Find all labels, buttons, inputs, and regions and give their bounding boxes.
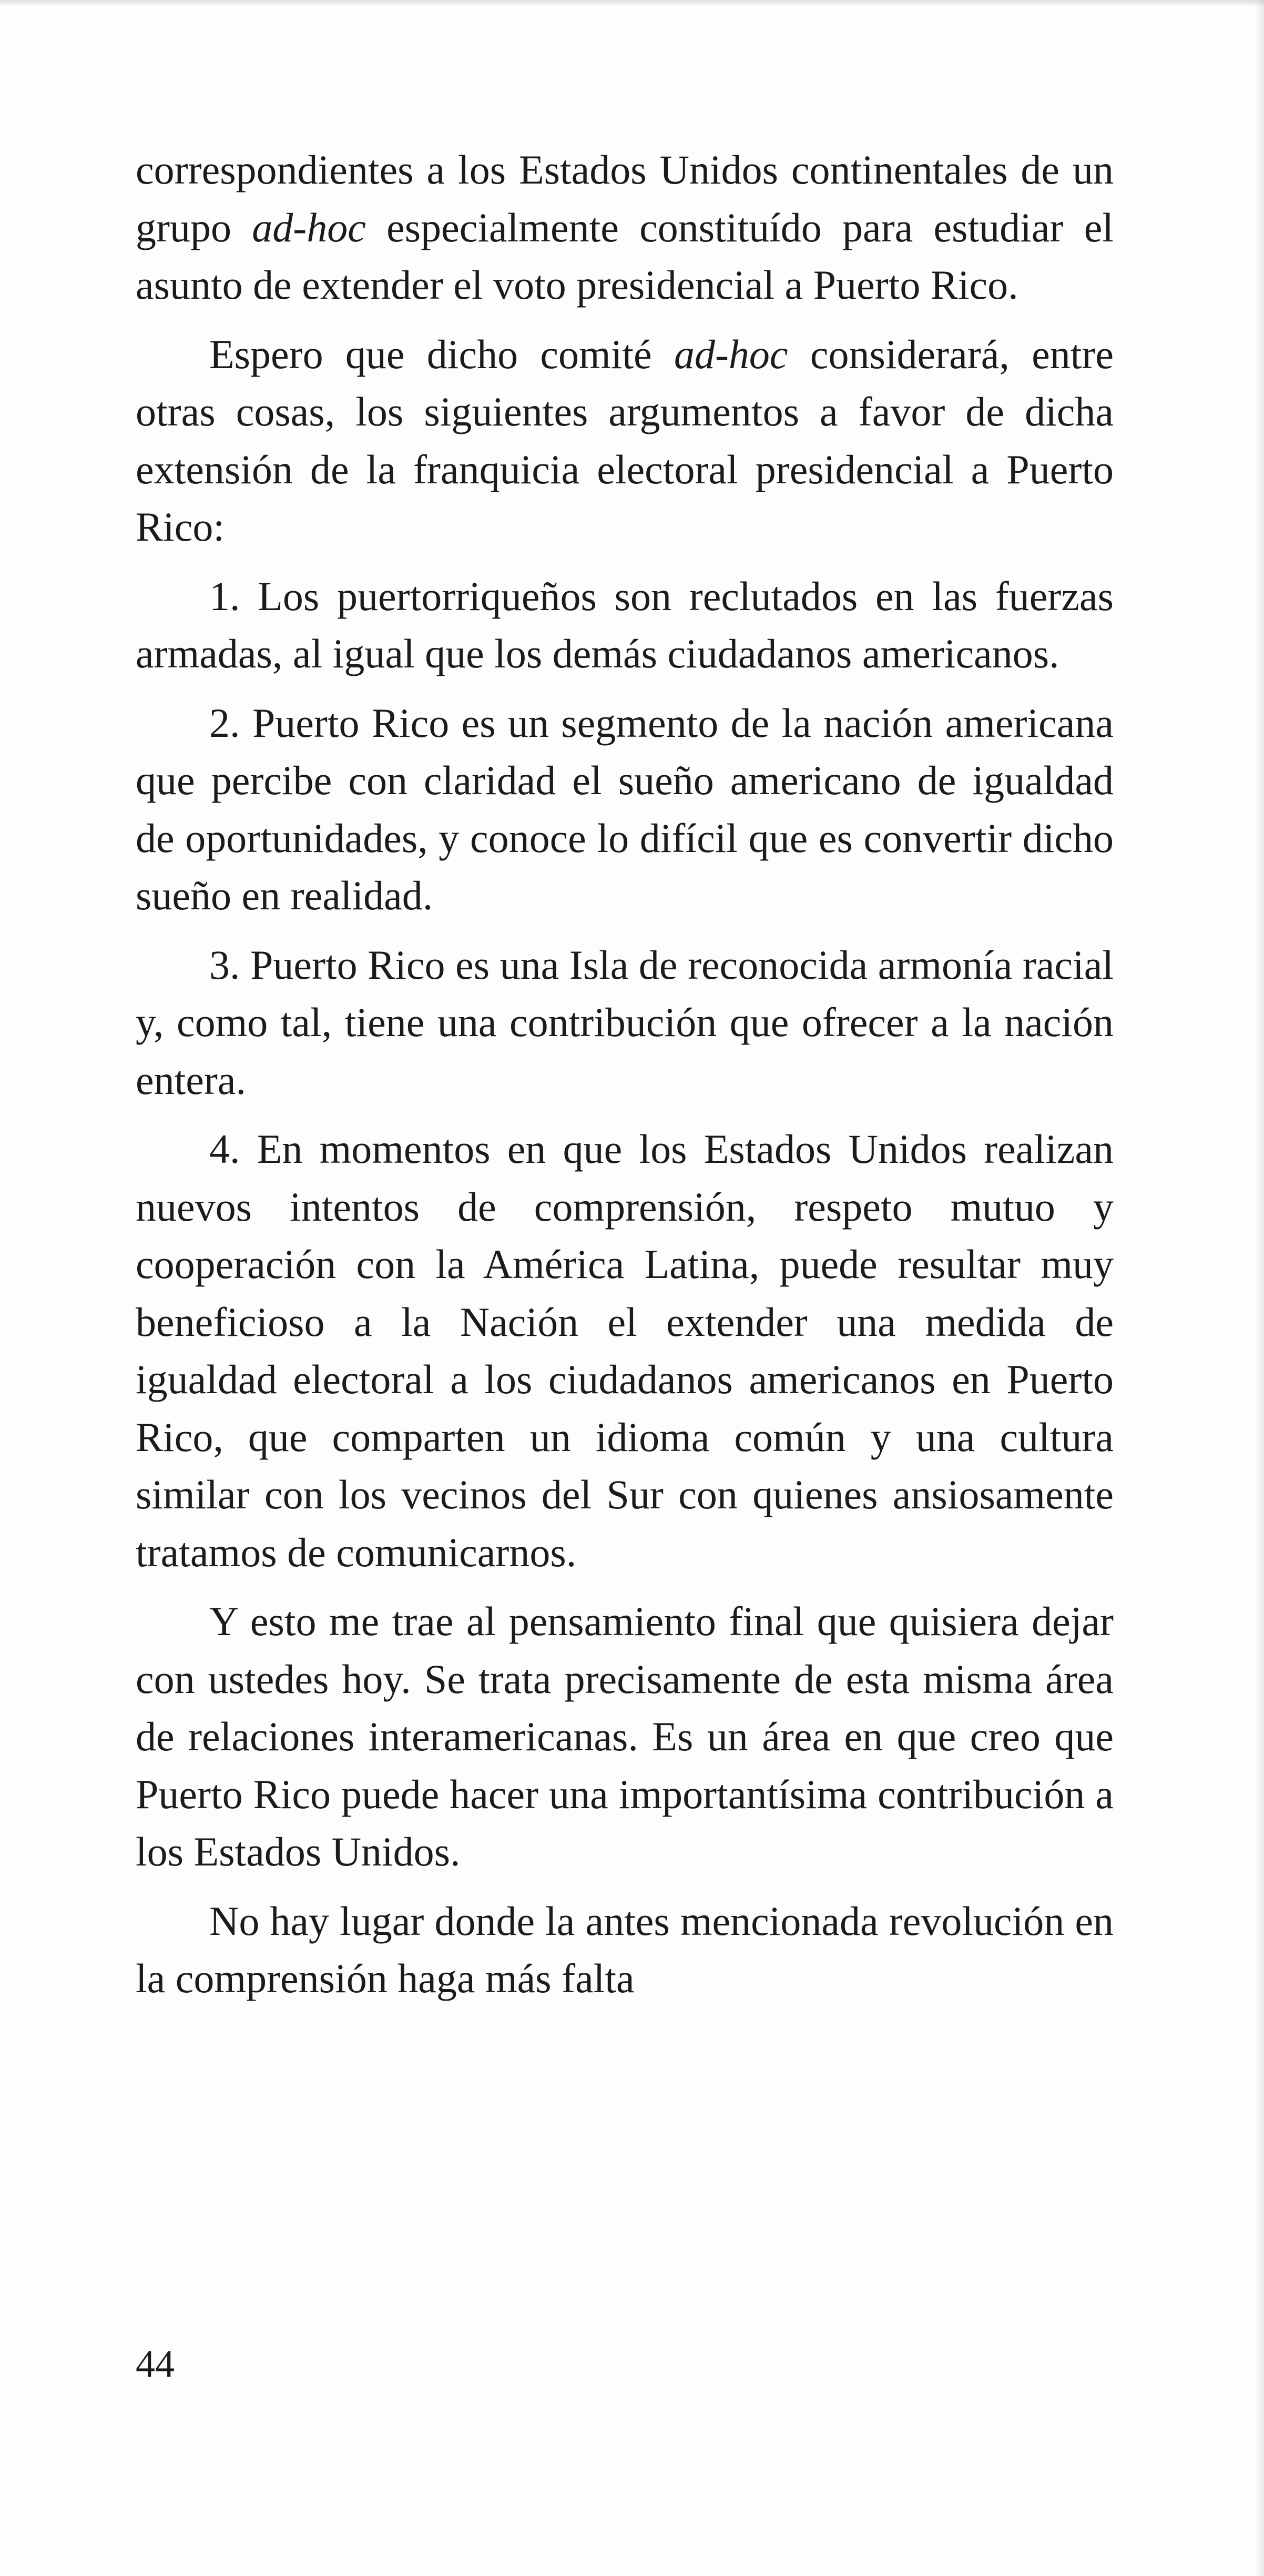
italic-term: ad-hoc bbox=[674, 331, 788, 377]
paragraph-final-thought: Y esto me trae al pensamiento final que quisiera dejar con ustedes hoy. Se trata precisamente de esta misma área de relaciones interamericanas. Es un área en que creo que Puerto Rico puede hacer una importantísima contribución a los Estados Unidos. bbox=[136, 1598, 1114, 1874]
paragraph-continuation bbox=[136, 141, 1114, 314]
argument-item-1: 1. Los puertorriqueños son reclutados en las fuerzas armadas, al igual que los demás ciudadanos americanos. bbox=[136, 573, 1114, 676]
paragraph-committee bbox=[136, 326, 1114, 556]
page-body-text bbox=[136, 141, 1114, 2019]
argument-item-4: 4. En momentos en que los Estados Unidos realizan nuevos intentos de comprensión, respeto mutuo y cooperación con la América Latina, puede resultar muy beneficioso a la Nación el extender una medida de igualdad electoral a los ciudadanos americanos en Puerto Rico, que comparten un idioma común y una cultura similar con los vecinos del Sur con quienes ansiosamente tratamos de comunicarnos. bbox=[136, 1126, 1114, 1575]
page-spine-shadow bbox=[1253, 0, 1264, 2576]
argument-item-3: 3. Puerto Rico es una Isla de reconocida armonía racial y, como tal, tiene una contribución que ofrecer a la nación entera. bbox=[136, 941, 1114, 1103]
italic-term: ad-hoc bbox=[252, 204, 366, 250]
page-top-shadow bbox=[0, 0, 1264, 6]
paragraph-revolution: No hay lugar donde la antes mencionada revolución en la comprensión haga más falta bbox=[136, 1898, 1114, 2001]
paragraph-text: considerará, entre otras cosas, los siguientes argumentos a favor de dicha extensión de la franquicia electoral presidencial a Puerto Rico: bbox=[136, 331, 1114, 550]
page-number: 44 bbox=[136, 2342, 175, 2386]
paragraph-text: especialmente constituído para estudiar el asunto de extender el voto presidencial a Puerto Rico. bbox=[136, 204, 1114, 308]
argument-item-2: 2. Puerto Rico es un segmento de la nación americana que percibe con claridad el sueño americano de igualdad de oportunidades, y conoce lo difícil que es convertir dicho sueño en realidad. bbox=[136, 699, 1114, 918]
paragraph-text: correspondientes a los Estados Unidos continentales de un grupo bbox=[136, 147, 1114, 250]
paragraph-text: Espero que dicho comité bbox=[209, 331, 674, 377]
